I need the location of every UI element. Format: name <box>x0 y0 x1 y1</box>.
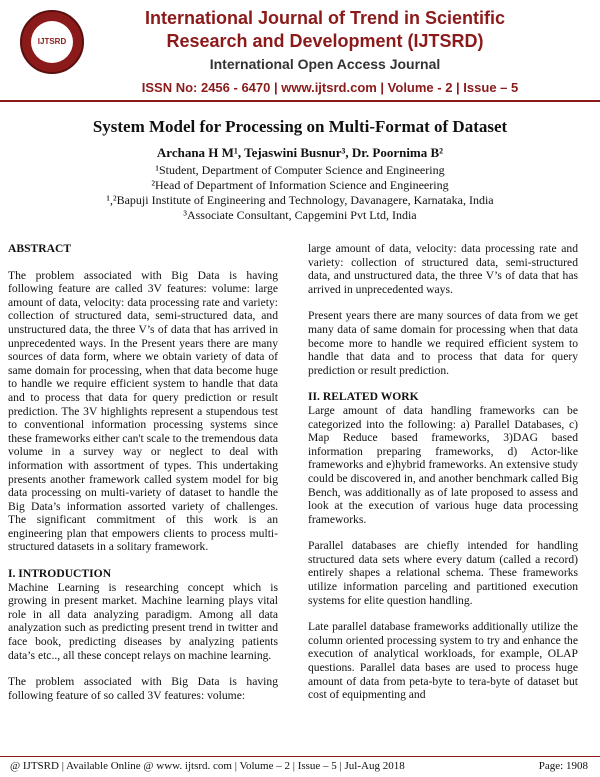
journal-subtitle: International Open Access Journal <box>209 56 441 72</box>
footer-page-number: Page: 1908 <box>538 760 588 772</box>
introduction-heading: I. INTRODUCTION <box>8 567 112 581</box>
related-work-paragraph-1: Large amount of data handling frameworks can be categorized into the following: a) Parallel Databases, c) Map Reduce based frameworks, 3)DAG based information preparing frameworks, d) Actor-like frameworks and e)hybrid frameworks. An extensive study could be discovered in, and another benchmark called Big Bench, was additionally as of late proposed to assess and look at the execution of various huge data processing frameworks. <box>308 403 578 526</box>
related-work-heading: II. RELATED WORK <box>308 390 419 404</box>
left-column <box>8 242 278 715</box>
page-footer <box>0 756 600 777</box>
affiliation-2: ²Head of Department of Information Science and Engineering <box>151 178 449 192</box>
right-paragraph-2: Present years there are many sources of data from we get many data of same domain for processing when that data become more to handle we required efficient system to handle that data and to process that data for query prediction or result prediction. <box>308 309 578 377</box>
header-divider <box>0 100 600 102</box>
affiliation-4: ³Associate Consultant, Capgemini Pvt Ltd, India <box>183 208 417 222</box>
right-paragraph-1: large amount of data, velocity: data processing rate and variety: collection of structured data, semi-structured data, and unstructured data, the three V’s of data that has arrived in unprecedented ways. <box>308 242 578 296</box>
journal-logo <box>20 10 84 74</box>
related-work-paragraph-2: Parallel databases are chiefly intended for handling structured data sets where every datum (called a record) entirely shapes a relational schema. These frameworks utilize information parceling and partitioned execution systems for elite question handling. <box>308 539 578 607</box>
paper-authors: Archana H M¹, Tejaswini Busnur³, Dr. Poornima B² <box>156 145 444 160</box>
paper-title: System Model for Processing on Multi-Format of Dataset <box>92 117 508 136</box>
introduction-paragraph-1: Machine Learning is researching concept which is growing in present market. Machine learning plays vital role in all data analyzing paradigm. Among all data analyzation such as predicting present trend in twitter and face book, predicting diseases by analyzing patients data’s etc.., all these concept relays on machine learning. <box>8 580 278 662</box>
footer-citation: @ IJTSRD | Available Online @ www. ijtsrd. com | Volume – 2 | Issue – 5 | Jul-Aug 2018 <box>10 760 405 772</box>
issn-line: ISSN No: 2456 - 6470 | www.ijtsrd.com | Volume - 2 | Issue – 5 <box>141 80 519 95</box>
affiliation-1: ¹Student, Department of Computer Science and Engineering <box>155 163 445 177</box>
introduction-paragraph-2: The problem associated with Big Data is having following feature of so called 3V features: volume: <box>8 675 278 702</box>
abstract-heading: ABSTRACT <box>8 242 72 255</box>
journal-title-line2: Research and Development (IJTSRD) <box>166 31 484 51</box>
abstract-text: The problem associated with Big Data is having following feature are called 3V features: volume: large amount of data, velocity: data processing rate and variety: collection of structured data, semi-structured data, and unstructured data, the three V’s of data that has arrived in unprecedented ways. In the Present years there are many sources of data form, where we obtain variety of data of same domain for processing, when that data become huge to handle we require efficient system to handle that data and to process that data for query prediction or result prediction. The 3V highlights represent a stupendous test to conventional information processing systems since these frameworks either can't scale to the tremendous data volume in a survey way or neglect to deal with information with assortment of types. This undertaking presents another framework called system model for big data processing on multi-variety of dataset to handle the Big Data’s information assorted variety of challenges. The significant commitment of this work is an engineering plan that empowers clients to process multi-structured datasets in a solitary framework. <box>8 268 278 554</box>
journal-logo-text: IJTSRD <box>31 21 73 63</box>
journal-title-line1: International Journal of Trend in Scientific <box>144 8 506 28</box>
related-work-paragraph-3: Late parallel database frameworks additionally utilize the column oriented processing system to try and enhance the execution of analytical workloads, for example, OLAP questions. Parallel data bases are used to process huge amount of data from peta-byte to tera-byte of dataset but cost of equipmenting and <box>308 620 578 702</box>
affiliation-3: ¹,²Bapuji Institute of Engineering and Technology, Davanagere, Karnataka, India <box>106 193 494 207</box>
journal-header <box>0 0 600 100</box>
right-column <box>308 242 578 715</box>
